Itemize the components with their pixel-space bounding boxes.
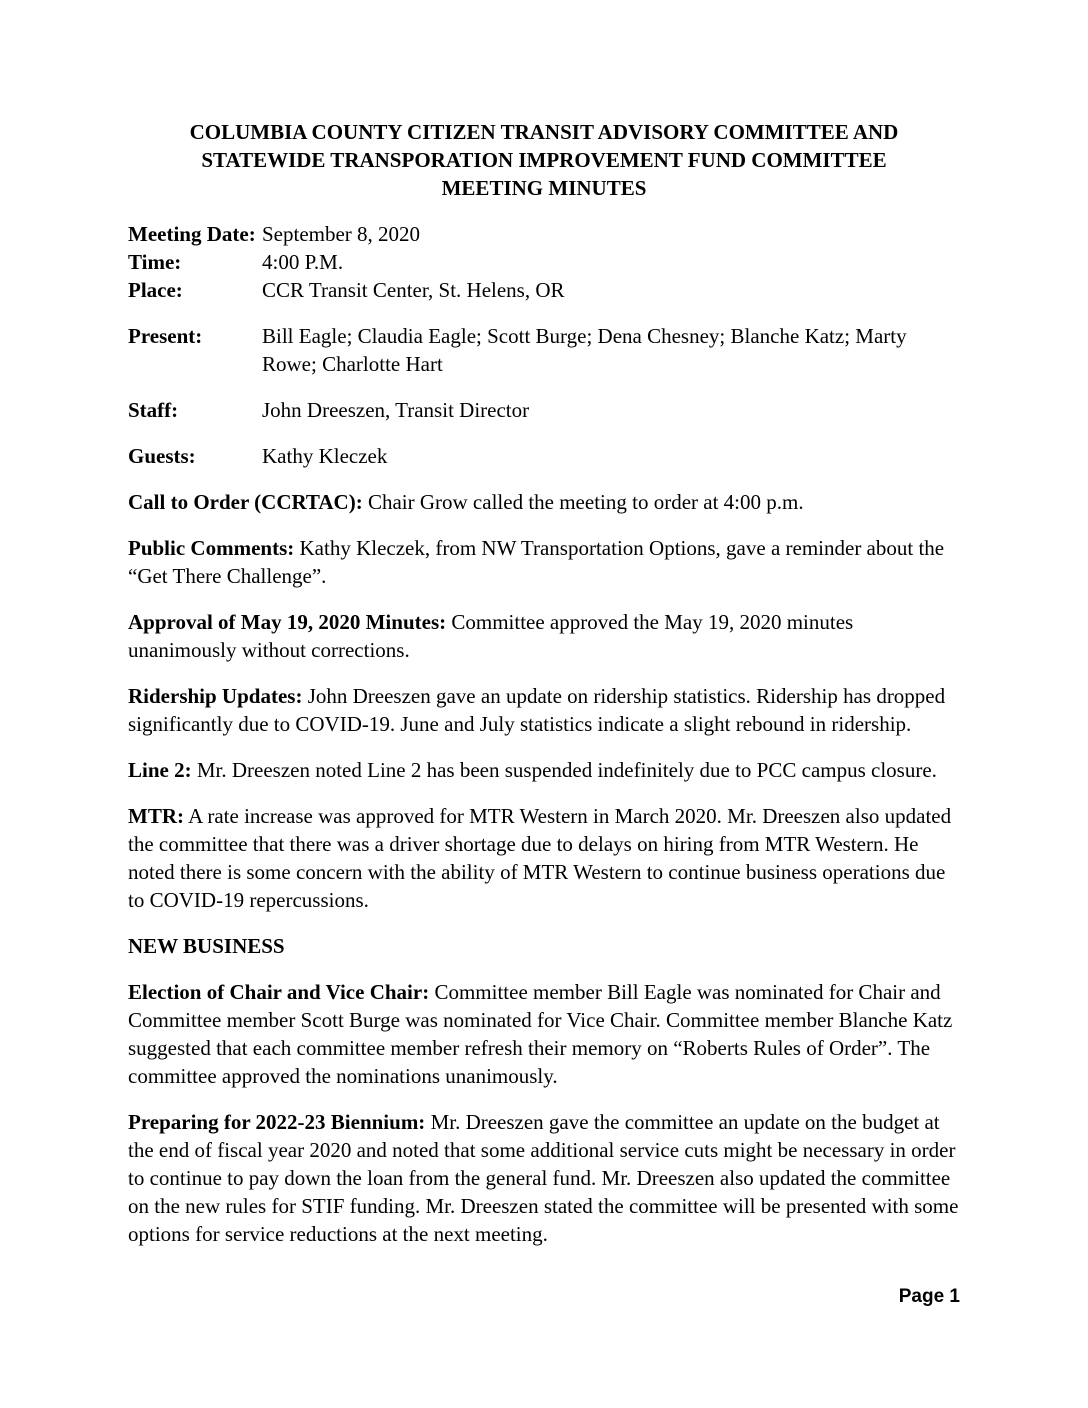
place-label: Place: [128, 278, 183, 302]
staff-label: Staff: [128, 398, 179, 422]
present-label: Present: [128, 324, 203, 348]
meeting-date-label: Meeting Date: [128, 222, 256, 246]
document-title [128, 118, 960, 202]
present-value: Bill Eagle; Claudia Eagle; Scott Burge; Dena Chesney; Blanche Katz; Marty Rowe; Charlotte Hart [262, 324, 907, 376]
ridership-updates-text: John Dreeszen gave an update on ridership statistics. Ridership has dropped significantly due to COVID-19. June and July statistics indicate a slight rebound in ridership. [128, 684, 946, 736]
approval-of-minutes-text: Committee approved the May 19, 2020 minutes unanimously without corrections. [128, 610, 854, 662]
public-comments-text: Kathy Kleczek, from NW Transportation Options, gave a reminder about the “Get There Challenge”. [128, 536, 945, 588]
election-of-chair-text: Committee member Bill Eagle was nominated for Chair and Committee member Scott Burge was nominated for Vice Chair. Committee member Blanche Katz suggested that each committee member refresh their memory on “Roberts Rules of Order”. The committee approved the nominations unanimously. [128, 980, 953, 1088]
section-election-of-chair [128, 978, 960, 1090]
mtr-text: A rate increase was approved for MTR Western in March 2020. Mr. Dreeszen also updated the committee that there was a driver shortage due to delays on hiring from MTR Western. He noted there is some concern with the ability of MTR Western to continue business operations due to COVID-19 repercussions. [128, 804, 952, 912]
guests-label: Guests: [128, 444, 196, 468]
title-line-1: COLUMBIA COUNTY CITIZEN TRANSIT ADVISORY COMMITTEE AND [189, 120, 899, 144]
call-to-order-text: Chair Grow called the meeting to order at 4:00 p.m. [367, 490, 804, 514]
section-mtr [128, 802, 960, 914]
call-to-order-heading: Call to Order (CCRTAC): [128, 490, 363, 514]
meta-row-time [128, 248, 960, 276]
section-call-to-order [128, 488, 960, 516]
heading-new-business [128, 932, 960, 960]
meeting-info-block [128, 220, 960, 470]
section-approval-of-minutes [128, 608, 960, 664]
election-of-chair-heading: Election of Chair and Vice Chair: [128, 980, 430, 1004]
line-2-text: Mr. Dreeszen noted Line 2 has been suspended indefinitely due to PCC campus closure. [196, 758, 937, 782]
meta-row-guests [128, 442, 960, 470]
approval-of-minutes-heading: Approval of May 19, 2020 Minutes: [128, 610, 447, 634]
mtr-heading: MTR: [128, 804, 184, 828]
section-line-2 [128, 756, 960, 784]
meta-row-meeting-date [128, 220, 960, 248]
preparing-biennium-text: Mr. Dreeszen gave the committee an update on the budget at the end of fiscal year 2020 and noted that some additional service cuts might be necessary in order to continue to pay down the loan from the general fund. Mr. Dreeszen also updated the committee on the new rules for STIF funding. Mr. Dreeszen stated the committee will be presented with some options for service reductions at the next meeting. [128, 1110, 959, 1246]
meta-row-present [128, 322, 960, 378]
meta-row-place [128, 276, 960, 304]
staff-value: John Dreeszen, Transit Director [262, 398, 530, 422]
place-value: CCR Transit Center, St. Helens, OR [262, 278, 565, 302]
section-public-comments [128, 534, 960, 590]
guests-value: Kathy Kleczek [262, 444, 388, 468]
preparing-biennium-heading: Preparing for 2022-23 Biennium: [128, 1110, 426, 1134]
ridership-updates-heading: Ridership Updates: [128, 684, 303, 708]
title-line-3: MEETING MINUTES [441, 176, 647, 200]
page-number: Page 1 [898, 1286, 960, 1307]
time-label: Time: [128, 250, 182, 274]
public-comments-heading: Public Comments: [128, 536, 295, 560]
new-business-heading: NEW BUSINESS [128, 934, 285, 958]
time-value: 4:00 P.M. [262, 250, 344, 274]
section-preparing-biennium [128, 1108, 960, 1248]
title-line-2: STATEWIDE TRANSPORATION IMPROVEMENT FUND COMMITTEE [201, 148, 887, 172]
section-ridership-updates [128, 682, 960, 738]
meeting-date-value: September 8, 2020 [262, 222, 421, 246]
line-2-heading: Line 2: [128, 758, 192, 782]
meta-row-staff [128, 396, 960, 424]
